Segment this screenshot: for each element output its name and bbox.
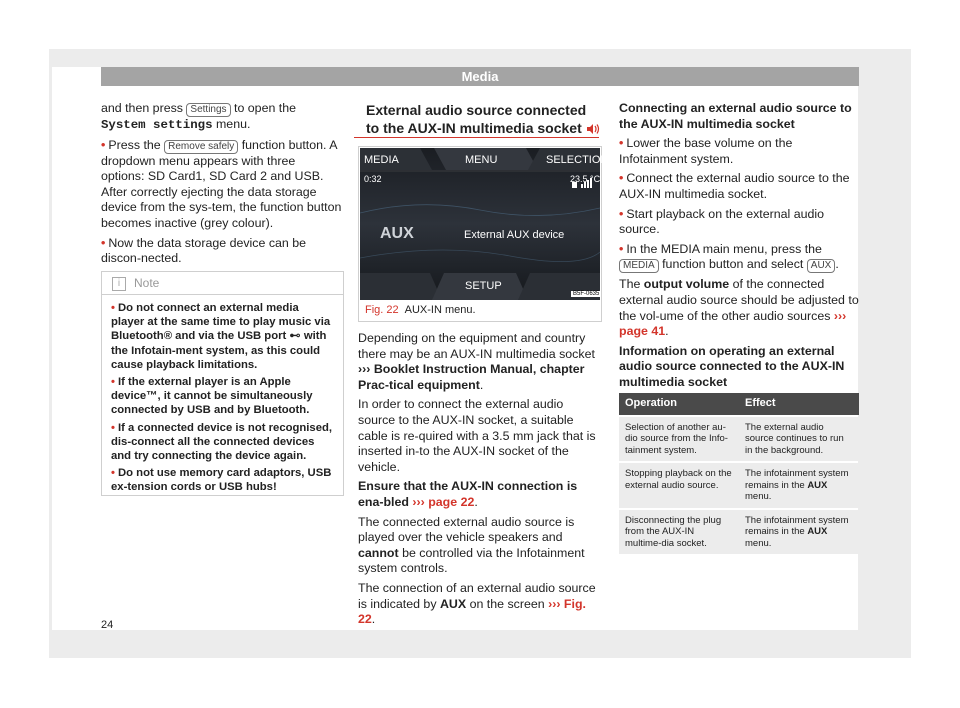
page-link[interactable]: ››› page 41 xyxy=(619,308,847,339)
device-label: External AUX device xyxy=(464,229,565,241)
paragraph: In order to connect the external audio source to the AUX-IN socket, a suitable cable is re-quired with a 3.5 mm jack that is inserted in-to the AUX-IN socket of the vehicle. xyxy=(358,397,596,474)
info-icon: i xyxy=(112,277,126,291)
aux-source-label: AUX xyxy=(380,225,414,242)
screen-graphics xyxy=(360,148,600,300)
paragraph: The connection of an external audio source is indicated by AUX on the screen ››› Fig. 22. xyxy=(358,580,596,627)
figure xyxy=(358,146,609,322)
subheading: Connecting an external audio source to the AUX-IN multimedia socket xyxy=(619,101,852,131)
setup-button: SETUP xyxy=(465,280,502,292)
infotainment-screen xyxy=(360,148,609,300)
page-number: 24 xyxy=(101,619,114,631)
table-header xyxy=(619,393,859,415)
table-cell: The infotainment system remains in the AUX menu. xyxy=(739,510,859,555)
bullet-item: • Start playback on the external audio source. xyxy=(619,206,825,237)
menu-name: System settings xyxy=(101,118,213,132)
note-item: • Do not connect an external media player at the same time to play music via Bluetooth® and via the USB port ⊷ with the Infotain-ment system, as this could cause playback limitations. xyxy=(111,302,331,371)
section-divider xyxy=(354,137,599,138)
aux-key: AUX xyxy=(807,259,836,273)
bullet-item: • Connect the external audio source to the AUX-IN multimedia socket. xyxy=(619,171,850,201)
table-row xyxy=(619,510,859,555)
paragraph: Ensure that the AUX-IN connection is ena-bled ››› page 22. xyxy=(358,479,578,509)
table-row xyxy=(619,463,859,508)
table-cell: Selection of another au-dio source from the Info-tainment system. xyxy=(619,417,739,462)
left-column xyxy=(101,101,342,271)
note-item: • If the external player is an Apple device™, it cannot be simultaneously connected by USB and by Bluetooth. xyxy=(111,376,313,417)
right-column xyxy=(619,101,861,395)
settings-key: Settings xyxy=(186,103,230,117)
tab-menu: MENU xyxy=(465,154,498,166)
paragraph: The connected external audio source is played over the vehicle speakers and cannot be controlled via the Infotainment system controls. xyxy=(358,514,585,576)
playback-time: 0:32 xyxy=(364,174,382,184)
table-cell: Disconnecting the plug from the AUX-IN multime-dia socket. xyxy=(619,510,739,555)
column-header: Effect xyxy=(739,393,859,415)
media-key: MEDIA xyxy=(619,259,659,273)
figure-link[interactable]: ››› Fig. 22 xyxy=(358,596,586,627)
section-title: External audio source connected to the AUX-IN multimedia socket xyxy=(366,101,600,137)
note-box xyxy=(101,271,344,496)
operation-table xyxy=(619,391,859,556)
table-row xyxy=(619,417,859,462)
note-item: • Do not use memory card adaptors, USB ex-tension cords or USB hubs! xyxy=(111,467,332,494)
page-link[interactable]: ››› page 22 xyxy=(412,494,475,509)
bullet-item: • In the MEDIA main menu, press the MEDIA function button and select AUX . xyxy=(619,241,839,272)
page-header: Media xyxy=(101,67,859,86)
paragraph: The output volume of the connected external audio source should be adjusted to the vol-ume of the other audio sources ››› page 41. xyxy=(619,277,859,339)
manual-reference: ››› Booklet Instruction Manual, chapter Prac-tical equipment xyxy=(358,362,585,392)
paragraph: Depending on the equipment and country there may be an AUX-IN multimedia socket ››› Booklet Instruction Manual, chapter Prac-tical equipment. xyxy=(358,331,595,392)
figure-caption: Fig. 22 AUX-IN menu. xyxy=(365,304,476,316)
table-cell: Stopping playback on the external audio source. xyxy=(619,463,739,508)
table-cell: The external audio source continues to run in the background. xyxy=(739,417,859,462)
middle-column xyxy=(358,331,602,632)
remove-safely-key: Remove safely xyxy=(164,140,238,154)
subheading: Information on operating an external audio source connected to the AUX-IN multimedia socket xyxy=(619,343,845,389)
sound-icon xyxy=(586,124,599,134)
tab-media: MEDIA xyxy=(364,154,399,166)
tab-selection: SELECTION xyxy=(546,154,609,166)
table-cell: The infotainment system remains in the AUX menu. xyxy=(739,463,859,508)
note-header: i Note xyxy=(102,272,343,295)
column-header: Operation xyxy=(619,393,739,415)
temperature: 23.5 °C xyxy=(570,174,601,184)
note-body xyxy=(102,295,343,495)
note-item: • If a connected device is not recognised, dis-connect all the connected devices and try connecting the device again. xyxy=(111,421,333,463)
figure-code: B5F-0635 xyxy=(573,291,600,297)
bullet-item: • Lower the base volume on the Infotainment system. xyxy=(619,136,793,166)
bullet-item: • Now the data storage device can be discon-nected. xyxy=(101,235,307,266)
paragraph: and then press Settings to open the System settings menu. xyxy=(101,101,297,132)
bullet-item: • Press the Remove safely function button. A dropdown menu appears with three options: SD Card1, SD Card 2 and USB. After correctly ejecting the data storage device from the sys-tem, the function button becomes inactive (grey colour). xyxy=(101,137,342,230)
